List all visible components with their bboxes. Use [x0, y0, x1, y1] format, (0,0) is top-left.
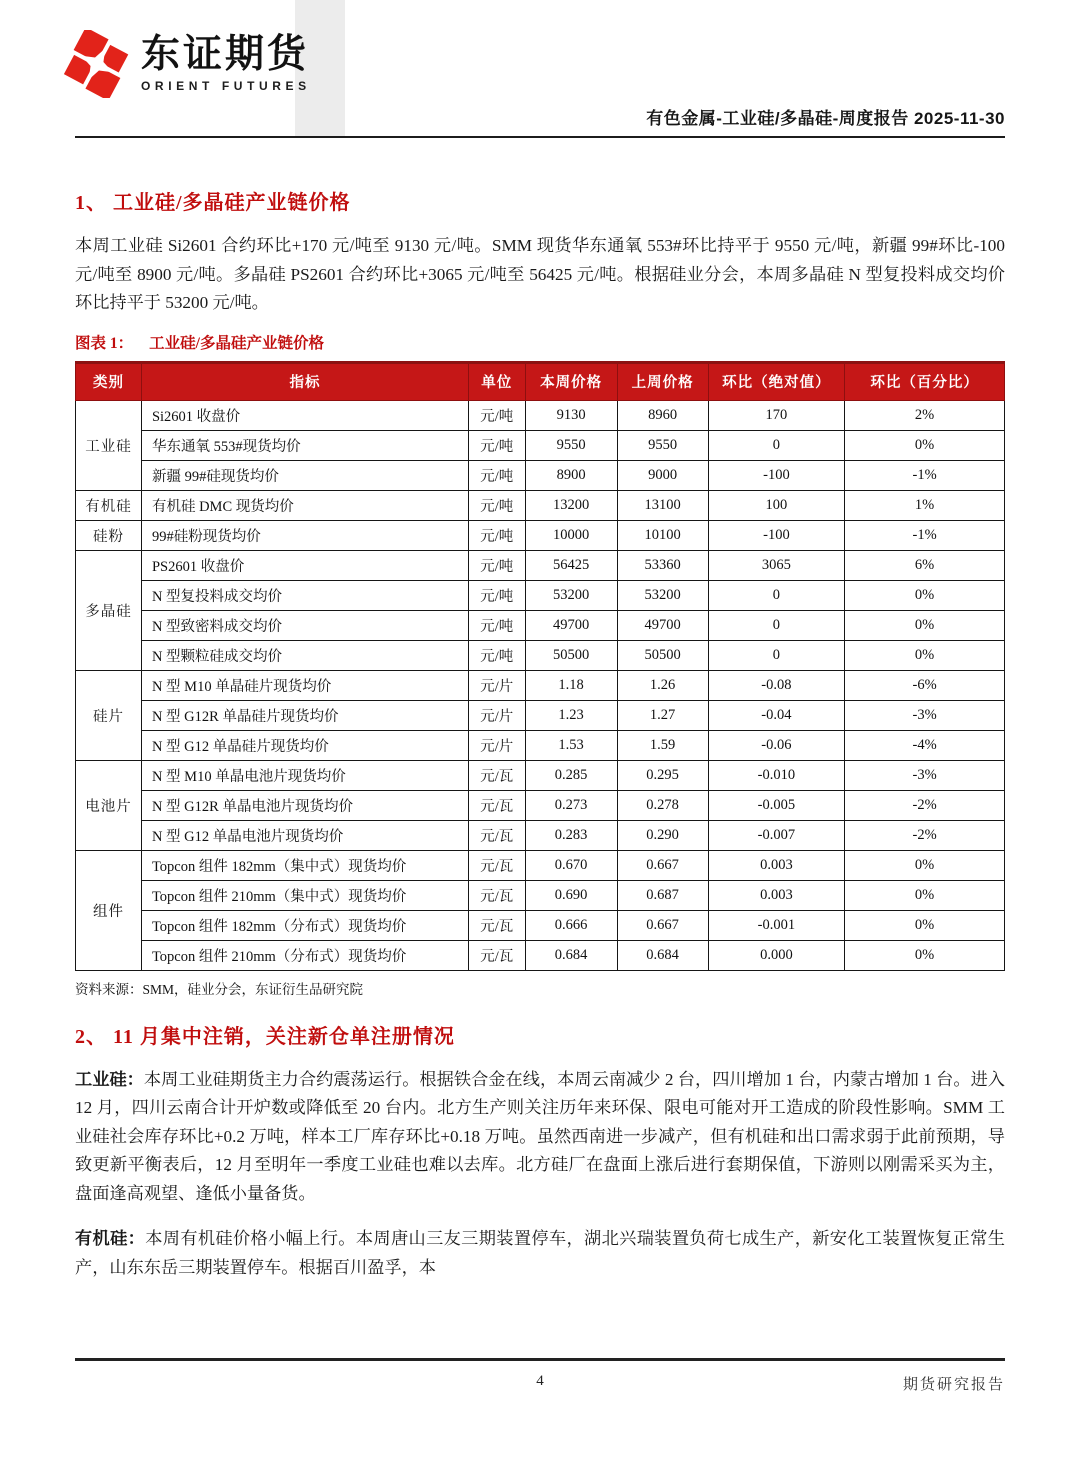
wow-percent-cell: 0% [845, 640, 1005, 670]
logo-english-name: ORIENT FUTURES [141, 78, 311, 93]
orient-futures-logo-icon [63, 30, 131, 98]
wow-absolute-cell: 3065 [708, 550, 845, 580]
last-week-price-cell: 8960 [617, 400, 708, 430]
last-week-price-cell: 0.667 [617, 910, 708, 940]
wow-absolute-cell: -0.06 [708, 730, 845, 760]
last-week-price-cell: 9000 [617, 460, 708, 490]
table-row [76, 820, 1005, 850]
indicator-cell: N 型 M10 单晶电池片现货均价 [141, 760, 468, 790]
this-week-price-cell: 9130 [525, 400, 617, 430]
table-row [76, 640, 1005, 670]
wow-percent-cell: 0% [845, 940, 1005, 970]
unit-cell: 元/瓦 [468, 910, 525, 940]
wow-absolute-cell: -100 [708, 520, 845, 550]
report-title: 有色金属-工业硅/多晶硅-周度报告 2025-11-30 [646, 109, 1005, 128]
last-week-price-cell: 0.290 [617, 820, 708, 850]
unit-cell: 元/瓦 [468, 760, 525, 790]
wow-absolute-cell: -0.005 [708, 790, 845, 820]
unit-cell: 元/吨 [468, 520, 525, 550]
wow-percent-cell: 0% [845, 850, 1005, 880]
column-header: 上周价格 [617, 362, 708, 400]
this-week-price-cell: 0.666 [525, 910, 617, 940]
footer-label: 期货研究报告 [902, 1377, 1005, 1393]
wow-absolute-cell: 0 [708, 640, 845, 670]
unit-cell: 元/瓦 [468, 790, 525, 820]
this-week-price-cell: 0.285 [525, 760, 617, 790]
this-week-price-cell: 0.283 [525, 820, 617, 850]
indicator-cell: N 型致密料成交均价 [141, 610, 468, 640]
wow-absolute-cell: -0.04 [708, 700, 845, 730]
this-week-price-cell: 0.273 [525, 790, 617, 820]
last-week-price-cell: 13100 [617, 490, 708, 520]
last-week-price-cell: 53200 [617, 580, 708, 610]
unit-cell: 元/吨 [468, 460, 525, 490]
wow-percent-cell: 0% [845, 880, 1005, 910]
unit-cell: 元/吨 [468, 490, 525, 520]
indicator-cell: N 型 M10 单晶硅片现货均价 [141, 670, 468, 700]
report-body [75, 136, 1005, 1282]
column-header: 环比（绝对值） [708, 362, 845, 400]
wow-percent-cell: 0% [845, 910, 1005, 940]
category-cell: 工业硅 [76, 400, 142, 490]
table-row [76, 850, 1005, 880]
table-row [76, 490, 1005, 520]
last-week-price-cell: 0.295 [617, 760, 708, 790]
price-table [75, 361, 1005, 971]
company-logo [63, 30, 311, 98]
indicator-cell: 有机硅 DMC 现货均价 [141, 490, 468, 520]
table-row [76, 790, 1005, 820]
paragraph-lead: 工业硅： [75, 1069, 144, 1089]
section-1-paragraph: 本周工业硅 Si2601 合约环比+170 元/吨至 9130 元/吨。SMM 现货华东通氧 553#环比持平于 9550 元/吨，新疆 99#环比-100 元/吨至 8900 元/吨。多晶硅 PS2601 合约环比+3065 元/吨至 56425 元/吨。根据硅业分会，本周多晶硅 N 型复投料成交均价环比持平于 53200 元/吨。 [75, 236, 1005, 312]
table-row [76, 910, 1005, 940]
indicator-cell: Topcon 组件 210mm（分布式）现货均价 [141, 940, 468, 970]
last-week-price-cell: 50500 [617, 640, 708, 670]
page-header [75, 0, 1005, 138]
this-week-price-cell: 0.684 [525, 940, 617, 970]
this-week-price-cell: 9550 [525, 430, 617, 460]
this-week-price-cell: 8900 [525, 460, 617, 490]
wow-absolute-cell: -100 [708, 460, 845, 490]
indicator-cell: Topcon 组件 182mm（分布式）现货均价 [141, 910, 468, 940]
indicator-cell: N 型 G12 单晶硅片现货均价 [141, 730, 468, 760]
this-week-price-cell: 56425 [525, 550, 617, 580]
this-week-price-cell: 10000 [525, 520, 617, 550]
indicator-cell: Topcon 组件 210mm（集中式）现货均价 [141, 880, 468, 910]
last-week-price-cell: 0.684 [617, 940, 708, 970]
wow-absolute-cell: 0.003 [708, 850, 845, 880]
wow-percent-cell: -6% [845, 670, 1005, 700]
unit-cell: 元/吨 [468, 430, 525, 460]
table-row [76, 700, 1005, 730]
wow-percent-cell: -2% [845, 820, 1005, 850]
wow-percent-cell: 6% [845, 550, 1005, 580]
last-week-price-cell: 0.667 [617, 850, 708, 880]
paragraph-text: 本周有机硅价格小幅上行。本周唐山三友三期装置停车，湖北兴瑞装置负荷七成生产，新安化工装置恢复正常生产，山东东岳三期装置停车。根据百川盈孚，本 [75, 1229, 1005, 1277]
wow-absolute-cell: 0 [708, 610, 845, 640]
category-cell: 电池片 [76, 760, 142, 850]
table-row [76, 550, 1005, 580]
this-week-price-cell: 49700 [525, 610, 617, 640]
category-cell: 组件 [76, 850, 142, 970]
table-row [76, 460, 1005, 490]
wow-absolute-cell: -0.001 [708, 910, 845, 940]
last-week-price-cell: 53360 [617, 550, 708, 580]
table-header-row [76, 362, 1005, 400]
indicator-cell: N 型复投料成交均价 [141, 580, 468, 610]
unit-cell: 元/瓦 [468, 820, 525, 850]
last-week-price-cell: 10100 [617, 520, 708, 550]
wow-percent-cell: -3% [845, 760, 1005, 790]
column-header: 本周价格 [525, 362, 617, 400]
logo-chinese-name: 东证期货 [141, 33, 310, 77]
section-2-paragraph-industrial-silicon [75, 1066, 1005, 1209]
wow-absolute-cell: 0 [708, 430, 845, 460]
paragraph-lead: 有机硅： [75, 1229, 146, 1248]
unit-cell: 元/片 [468, 700, 525, 730]
last-week-price-cell: 1.27 [617, 700, 708, 730]
table-row [76, 520, 1005, 550]
this-week-price-cell: 1.23 [525, 700, 617, 730]
last-week-price-cell: 0.687 [617, 880, 708, 910]
last-week-price-cell: 0.278 [617, 790, 708, 820]
unit-cell: 元/瓦 [468, 850, 525, 880]
section-2-heading: 2、 11 月集中注销，关注新仓单注册情况 [75, 1025, 455, 1048]
table-row [76, 880, 1005, 910]
wow-absolute-cell: 0.003 [708, 880, 845, 910]
table-row [76, 430, 1005, 460]
wow-absolute-cell: -0.007 [708, 820, 845, 850]
this-week-price-cell: 50500 [525, 640, 617, 670]
this-week-price-cell: 0.690 [525, 880, 617, 910]
last-week-price-cell: 9550 [617, 430, 708, 460]
figure-1-label: 图表 1： [75, 334, 134, 352]
figure-1-caption: 工业硅/多晶硅产业链价格 [149, 334, 324, 352]
unit-cell: 元/片 [468, 670, 525, 700]
figure-1-title [75, 331, 1005, 353]
column-header: 类别 [76, 362, 142, 400]
last-week-price-cell: 1.59 [617, 730, 708, 760]
wow-absolute-cell: 100 [708, 490, 845, 520]
section-2-paragraph-organic-silicon [75, 1225, 1005, 1282]
section-1-heading: 1、 工业硅/多晶硅产业链价格 [75, 192, 351, 214]
wow-percent-cell: -1% [845, 520, 1005, 550]
last-week-price-cell: 49700 [617, 610, 708, 640]
unit-cell: 元/瓦 [468, 940, 525, 970]
indicator-cell: N 型颗粒硅成交均价 [141, 640, 468, 670]
wow-percent-cell: -4% [845, 730, 1005, 760]
this-week-price-cell: 0.670 [525, 850, 617, 880]
wow-absolute-cell: -0.010 [708, 760, 845, 790]
wow-percent-cell: 0% [845, 610, 1005, 640]
wow-absolute-cell: 170 [708, 400, 845, 430]
last-week-price-cell: 1.26 [617, 670, 708, 700]
table-row [76, 760, 1005, 790]
this-week-price-cell: 1.18 [525, 670, 617, 700]
paragraph-text: 本周工业硅期货主力合约震荡运行。根据铁合金在线，本周云南减少 2 台，四川增加 1 台，内蒙古增加 1 台。进入 12 月，四川云南合计开炉数或降低至 20 台内。北方生产则关注历年来环保、限电可能对开工造成的阶段性影响。SMM 工业硅社会库存环比+0.2 万吨，样本工厂库存环比+0.18 万吨。虽然西南进一步减产，但有机硅和出口需求弱于此前预期，导致更新平衡表后，12 月至明年一季度工业硅也难以去库。北方硅厂在盘面上涨后进行套期保值，下游则以刚需采买为主，盘面逢高观望、逢低小量备货。 [75, 1069, 1005, 1203]
indicator-cell: 华东通氧 553#现货均价 [141, 430, 468, 460]
wow-absolute-cell: 0 [708, 580, 845, 610]
indicator-cell: PS2601 收盘价 [141, 550, 468, 580]
wow-percent-cell: -3% [845, 700, 1005, 730]
indicator-cell: N 型 G12R 单晶硅片现货均价 [141, 700, 468, 730]
category-cell: 有机硅 [76, 490, 142, 520]
category-cell: 硅粉 [76, 520, 142, 550]
unit-cell: 元/片 [468, 730, 525, 760]
page-number: 4 [536, 1373, 544, 1389]
table-row [76, 400, 1005, 430]
this-week-price-cell: 13200 [525, 490, 617, 520]
table-row [76, 670, 1005, 700]
indicator-cell: 99#硅粉现货均价 [141, 520, 468, 550]
this-week-price-cell: 53200 [525, 580, 617, 610]
category-cell: 多晶硅 [76, 550, 142, 670]
this-week-price-cell: 1.53 [525, 730, 617, 760]
table-row [76, 730, 1005, 760]
unit-cell: 元/吨 [468, 550, 525, 580]
indicator-cell: Si2601 收盘价 [141, 400, 468, 430]
unit-cell: 元/吨 [468, 580, 525, 610]
column-header: 单位 [468, 362, 525, 400]
data-source-note: 资料来源：SMM，硅业分会，东证衍生品研究院 [75, 981, 364, 997]
table-row [76, 580, 1005, 610]
unit-cell: 元/吨 [468, 400, 525, 430]
indicator-cell: N 型 G12 单晶电池片现货均价 [141, 820, 468, 850]
unit-cell: 元/瓦 [468, 880, 525, 910]
table-row [76, 940, 1005, 970]
column-header: 环比（百分比） [845, 362, 1005, 400]
wow-absolute-cell: 0.000 [708, 940, 845, 970]
wow-percent-cell: 0% [845, 580, 1005, 610]
indicator-cell: 新疆 99#硅现货均价 [141, 460, 468, 490]
unit-cell: 元/吨 [468, 610, 525, 640]
wow-absolute-cell: -0.08 [708, 670, 845, 700]
wow-percent-cell: -1% [845, 460, 1005, 490]
indicator-cell: N 型 G12R 单晶电池片现货均价 [141, 790, 468, 820]
logo-text [141, 35, 311, 93]
indicator-cell: Topcon 组件 182mm（集中式）现货均价 [141, 850, 468, 880]
wow-percent-cell: 2% [845, 400, 1005, 430]
wow-percent-cell: 1% [845, 490, 1005, 520]
column-header: 指标 [141, 362, 468, 400]
wow-percent-cell: -2% [845, 790, 1005, 820]
unit-cell: 元/吨 [468, 640, 525, 670]
category-cell: 硅片 [76, 670, 142, 760]
table-row [76, 610, 1005, 640]
page-footer [75, 1358, 1005, 1411]
wow-percent-cell: 0% [845, 430, 1005, 460]
